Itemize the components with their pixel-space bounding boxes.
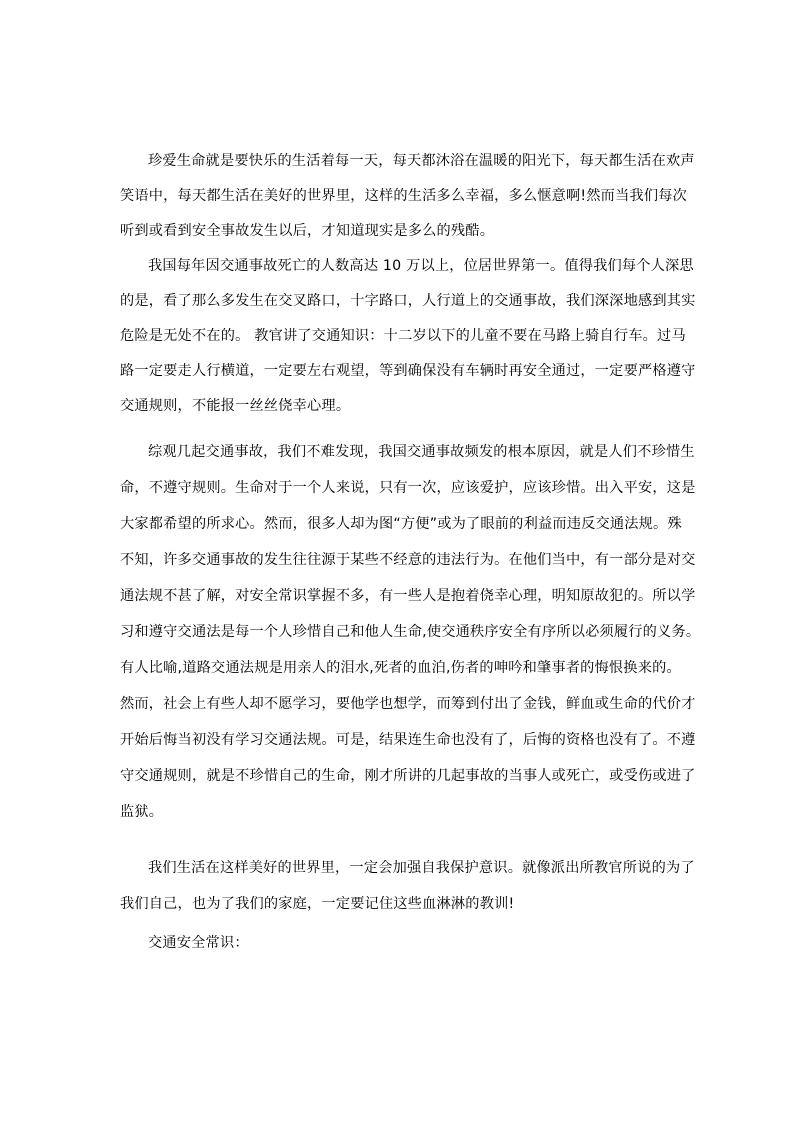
paragraph-4-line-2: 我们自己，也为了我们的家庭，一定要记住这些血淋淋的教训! [120, 896, 515, 912]
paragraph-2-line-2: 的是，看了那么多发生在交叉路口，十字路口，人行道上的交通事故，我们深深地感到其实 [120, 293, 696, 309]
paragraph-1-line-2: 笑语中，每天都生活在美好的世界里，这样的生活多么幸福，多么惬意啊!然而当我们每次 [120, 188, 688, 204]
paragraph-2-line-4: 路一定要走人行横道，一定要左右观望，等到确保没有车辆时再安全通过，一定要严格遵守 [120, 363, 696, 379]
paragraph-3-line-7: 有人比喻,道路交通法规是用亲人的泪水,死者的血泊,伤者的呻吟和肇事者的悔恨换来的。 [120, 660, 681, 676]
paragraph-3-line-11: 监狱。 [120, 804, 164, 820]
paragraph-2-line-5: 交通规则，不能报一丝丝侥幸心理。 [120, 398, 351, 414]
paragraph-3-line-4: 不知，许多交通事故的发生往往源于某些不经意的违法行为。在他们当中，有一部分是对交 [120, 552, 696, 568]
paragraph-3-line-3: 大家都希望的所求心。然而，很多人却为图“方便”或为了眼前的利益而违反交通法规。殊 [120, 516, 682, 532]
paragraph-3-line-8: 然而，社会上有些人却不愿学习，要他学也想学，而筹到付出了金钱，鲜血或生命的代价才 [120, 696, 696, 712]
paragraph-3-line-2: 命，不遵守规则。生命对于一个人来说，只有一次，应该爱护，应该珍惜。出入平安，这是 [120, 480, 696, 496]
paragraph-3-line-1: 综观几起交通事故，我们不难发现，我国交通事故频发的根本原因，就是人们不珍惜生 [148, 444, 695, 460]
paragraph-1-line-3: 听到或看到安全事故发生以后，才知道现实是多么的残酷。 [120, 223, 495, 239]
paragraph-3-line-5: 通法规不甚了解，对安全常识掌握不多，有一些人是抱着侥幸心理，明知原故犯的。所以学 [120, 588, 696, 604]
paragraph-2-line-3: 危险是无处不在的。 教官讲了交通知识：十二岁以下的儿童不要在马路上骑自行车。过马 [120, 328, 686, 344]
paragraph-4-line-1: 我们生活在这样美好的世界里，一定会加强自我保护意识。就像派出所教官所说的为了 [148, 860, 695, 876]
paragraph-3-line-6: 习和遵守交通法是每一个人珍惜自己和他人生命,使交通秩序安全有序所以必须履行的义务。 [120, 624, 701, 640]
paragraph-3-line-10: 守交通规则，就是不珍惜自己的生命，刚才所讲的几起事故的当事人或死亡，或受伤或进了 [120, 768, 696, 784]
paragraph-2-line-1: 我国每年因交通事故死亡的人数高达 10 万以上，位居世界第一。值得我们每个人深思 [148, 258, 694, 274]
paragraph-1-line-1: 珍爱生命就是要快乐的生活着每一天，每天都沐浴在温暖的阳光下，每天都生活在欢声 [148, 153, 695, 169]
section-heading: 交通安全常识： [148, 935, 249, 951]
paragraph-3-line-9: 开始后悔当初没有学习交通法规。可是，结果连生命也没有了，后悔的资格也没有了。不遵 [120, 732, 696, 748]
